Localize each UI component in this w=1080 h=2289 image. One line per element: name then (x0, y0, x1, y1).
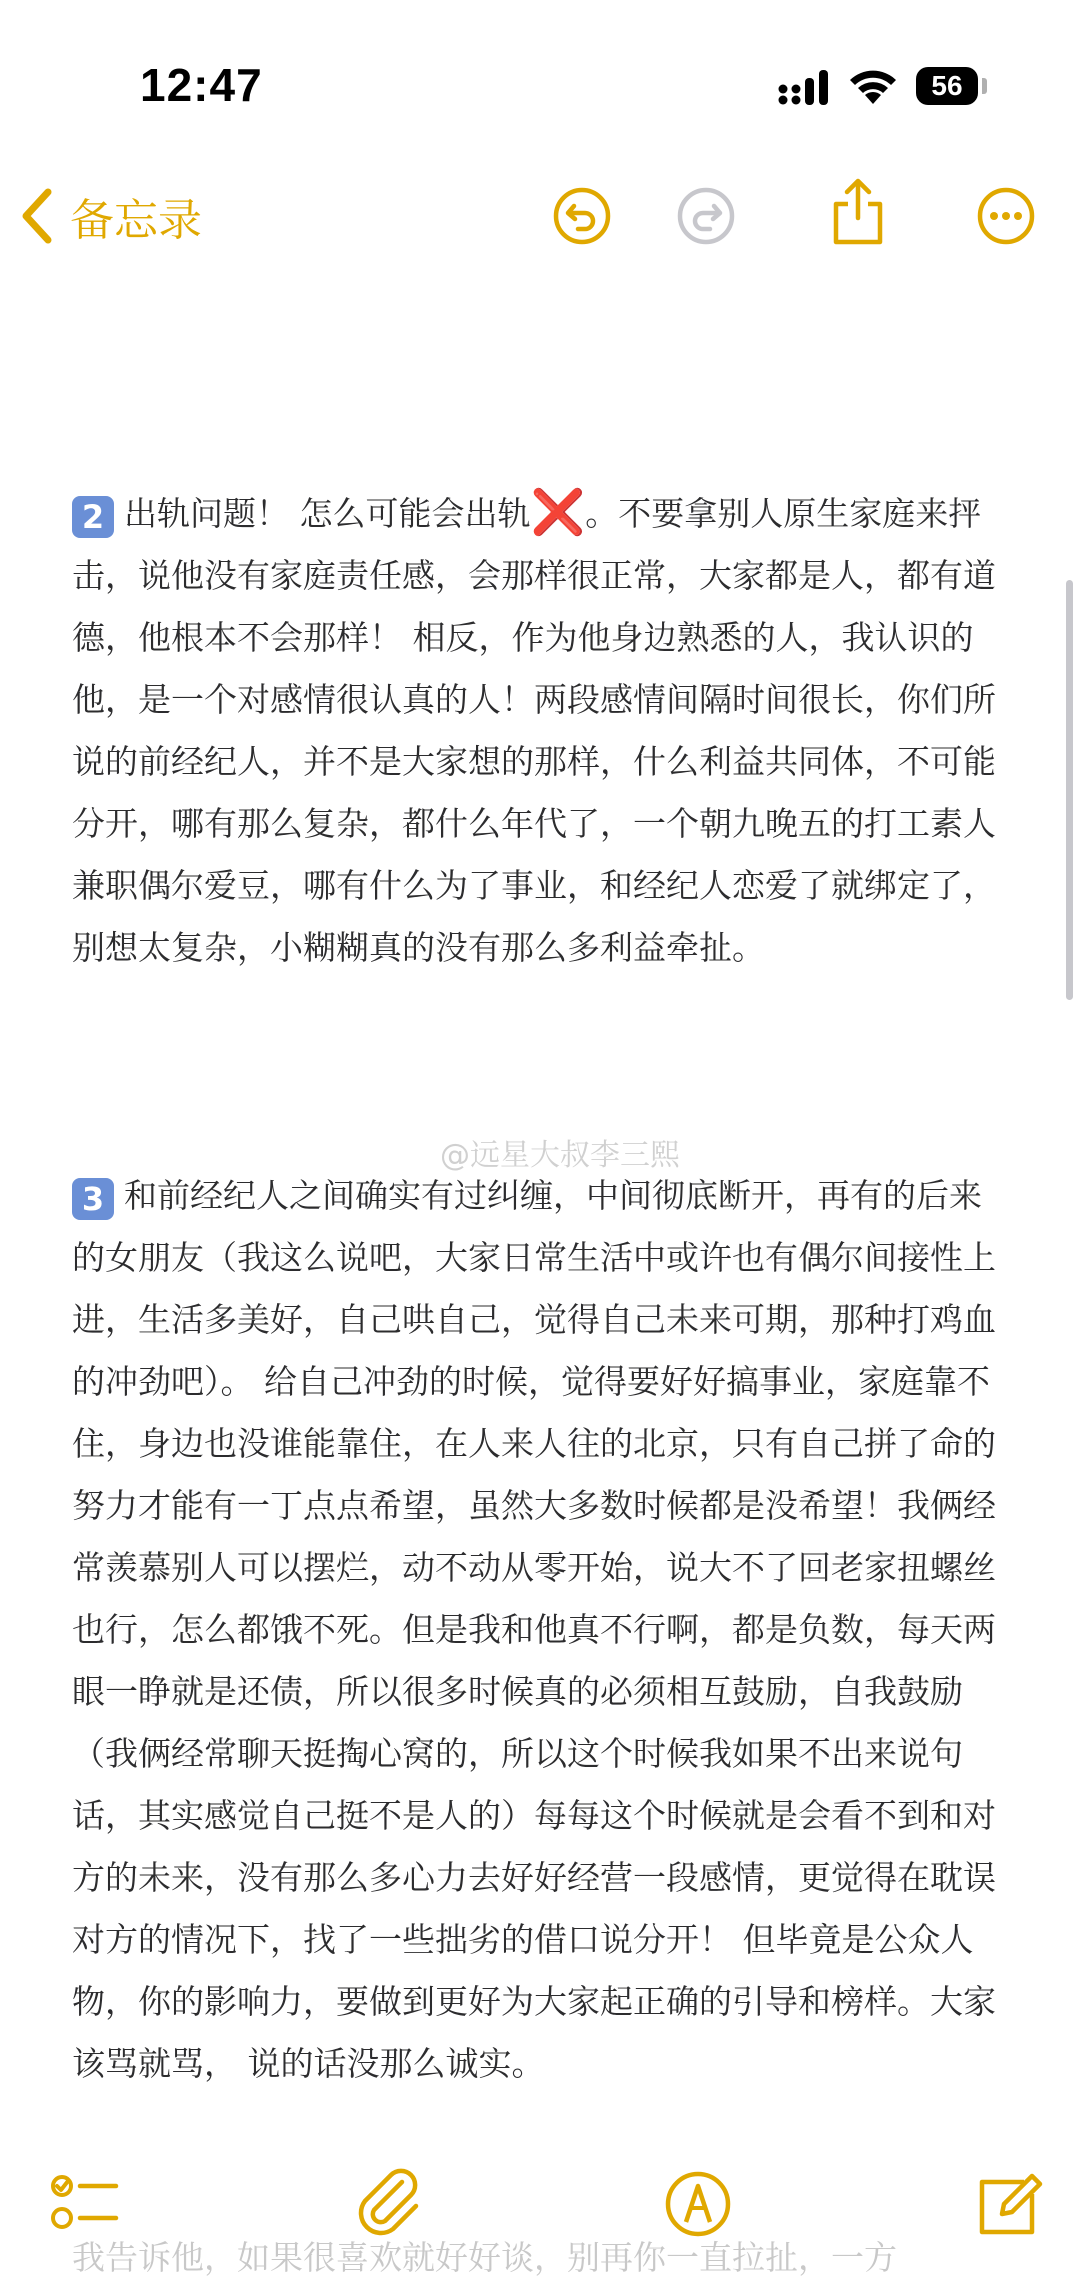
cross-mark-icon: ❌ (530, 487, 586, 538)
keycap-number-3: 3 (72, 1178, 114, 1220)
attachment-icon[interactable] (354, 2168, 426, 2240)
nav-bar (0, 160, 1080, 270)
undo-icon[interactable] (552, 186, 612, 246)
paragraph-2-text-b: 。不要拿别人原生家庭来抨击，说他没有家庭责任感，会那样很正常，大家都是人，都有道德，他根本不会那样！ 相反，作为他身边熟悉的人，我认识的他，是一个对感情很认真的人！两段感情间隔时间很长，你们所说的前经纪人，并不是大家想的那样，什么利益共同体，不可能分开，哪有那么复杂，都什么年代了，一个朝九晚五的打工素人兼职偶尔爱豆，哪有什么为了事业，和经纪人恋爱了就绑定了，别想太复杂，小糊糊真的没有那么多利益牵扯。 (72, 494, 996, 967)
compose-icon[interactable] (972, 2168, 1044, 2240)
status-bar (0, 0, 1080, 140)
battery-indicator: 56 (916, 67, 978, 105)
back-button[interactable] (20, 180, 202, 252)
bottom-toolbar (0, 2150, 1080, 2260)
redo-icon[interactable] (676, 186, 736, 246)
markup-icon[interactable] (662, 2168, 734, 2240)
watermark: @远星大叔李三熙 (440, 1138, 680, 1173)
more-icon[interactable] (976, 186, 1036, 246)
wifi-icon (848, 66, 898, 106)
note-paragraph-3 (72, 1165, 1012, 2095)
keycap-number-2: 2 (72, 496, 114, 538)
paragraph-2-text-a: 出轨问题！ 怎么可能会出轨 (124, 494, 531, 533)
note-body[interactable] (72, 358, 1012, 2219)
faded-note-line: 我告诉他，如果很喜欢就好好谈，别再你一直拉扯，一方 (72, 2238, 897, 2277)
share-icon[interactable] (828, 176, 888, 248)
scrollbar[interactable] (1066, 580, 1073, 1000)
battery-cap (982, 78, 987, 94)
back-label: 备忘录 (70, 195, 202, 246)
paragraph-3-text: 和前经纪人之间确实有过纠缠，中间彻底断开，再有的后来的女朋友（我这么说吧，大家日常生活中或许也有偶尔间接性上进，生活多美好，自己哄自己，觉得自己未来可期，那种打鸡血的冲劲吧）。 给自己冲劲的时候，觉得要好好搞事业，家庭靠不住，身边也没谁能靠住，在人来人往的北京，只有自己拼了命的努力才能有一丁点点希望，虽然大多数时候都是没希望！我俩经常羡慕别人可以摆烂，动不动从零开始，说大不了回老家扭螺丝也行，怎么都饿不死。但是我和他真不行啊，都是负数，每天两眼一睁就是还债，所以很多时候真的必须相互鼓励，自我鼓励（我俩经常聊天挺掏心窝的，所以这个时候我如果不出来说句话，其实感觉自己挺不是人的）每每这个时候就是会看不到和对方的未来，没有那么多心力去好好经营一段感情，更觉得在耽误对方的情况下，找了一些拙劣的借口说分开！ 但毕竟是公众人物，你的影响力，要做到更好为大家起正确的引导和榜样。大家该骂就骂， 说的话没那么诚实。 (72, 1176, 996, 2083)
status-time: 12:47 (140, 59, 263, 111)
checklist-icon[interactable] (50, 2168, 122, 2240)
note-paragraph-2 (72, 482, 1012, 979)
cellular-signal-icon (778, 70, 830, 106)
chevron-left-icon (20, 188, 54, 244)
